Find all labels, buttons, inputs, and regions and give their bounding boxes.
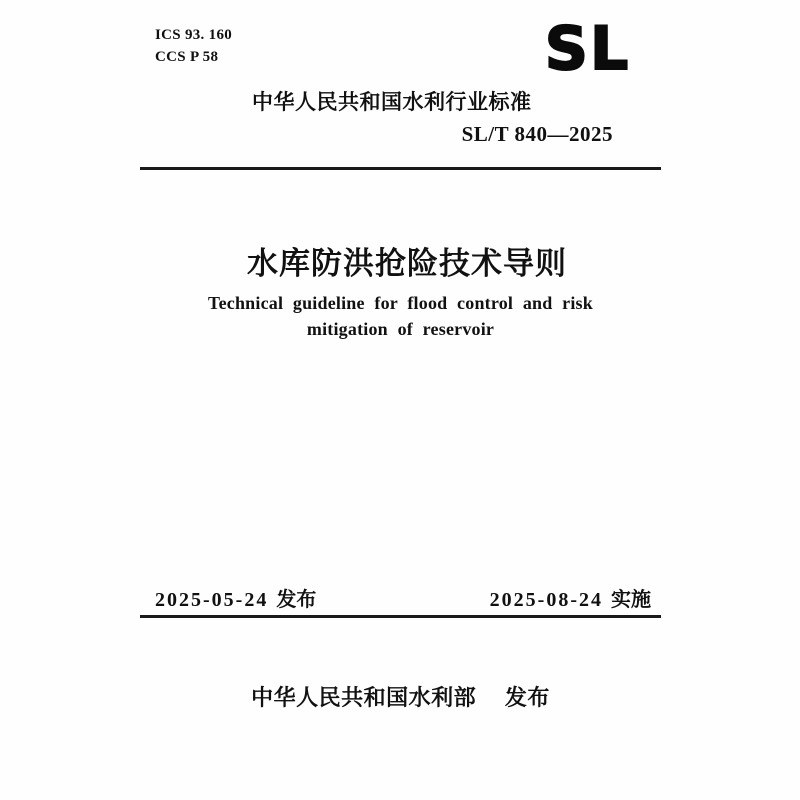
issue-date: 2025-05-24 [155,589,269,611]
standard-number: SL/T 840—2025 [461,122,613,146]
document-title-en-line2: mitigation of reservoir [306,319,495,339]
document-title-zh: 水库防洪抢险技术导则 [247,246,567,281]
implement-date-label: 实施 [611,589,651,611]
publisher-action-label: 发布 [504,685,550,710]
ccs-code: CCS P 58 [155,49,219,65]
ics-code: ICS 93. 160 [155,27,233,43]
publisher-line [140,681,661,712]
standard-category: 中华人民共和国水利行业标准 [252,91,532,114]
sl-standard-logo: SL [544,14,631,84]
publisher-name: 中华人民共和国水利部 [251,685,477,710]
issue-date-label: 发布 [276,589,317,611]
classification-codes [155,24,232,68]
bottom-rule [140,615,661,618]
document-title-en [140,290,661,342]
document-title-en-line1: Technical guideline for flood control and risk [208,293,593,313]
issue-date-line [155,583,316,612]
implement-date: 2025-08-24 [489,589,603,611]
date-row [140,583,661,609]
implement-date-line [490,583,651,612]
top-rule [140,167,661,170]
